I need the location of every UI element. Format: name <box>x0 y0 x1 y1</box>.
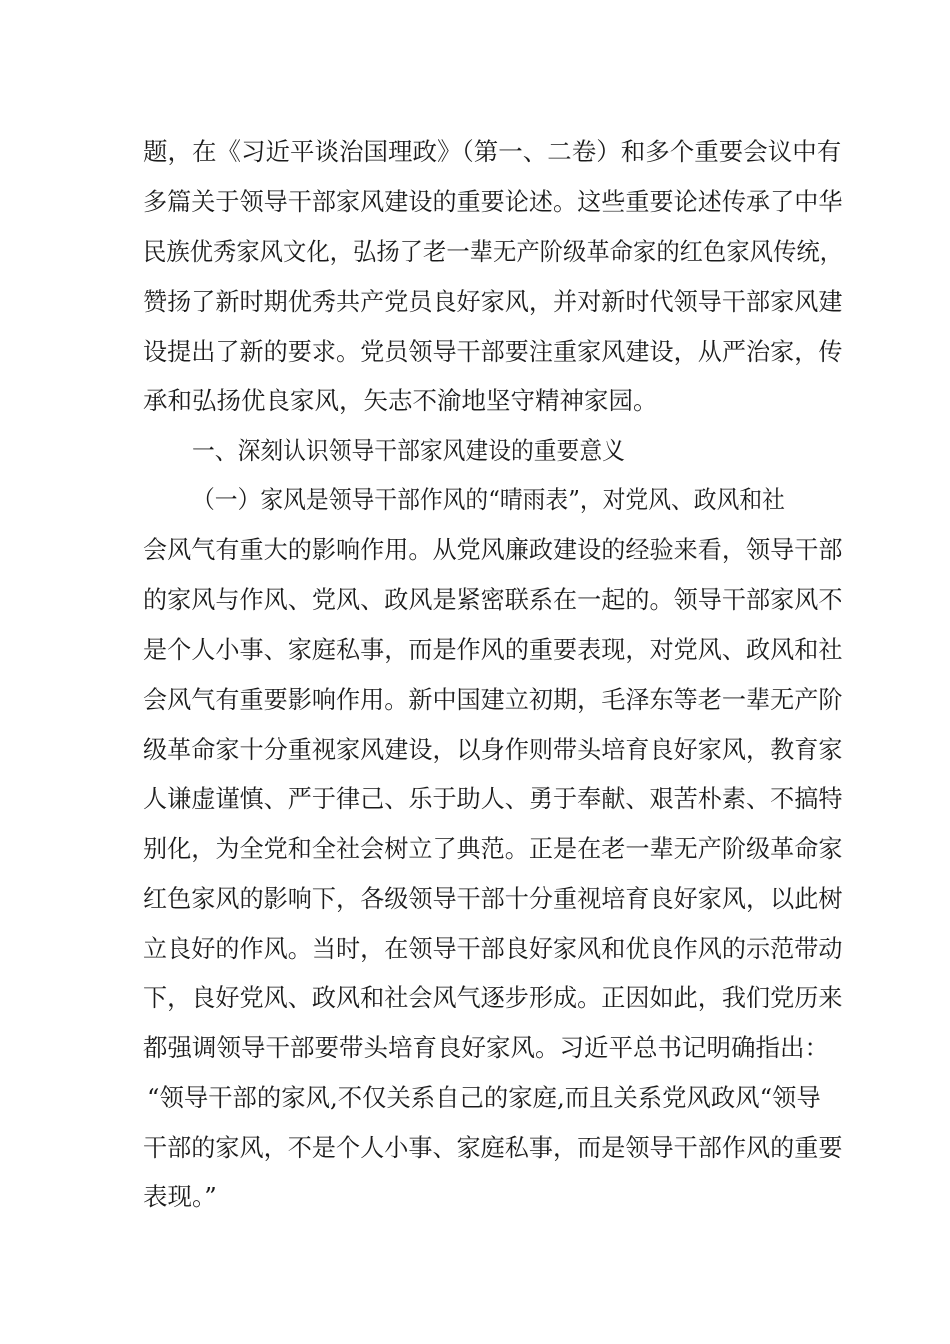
text-line: 赞扬了新时期优秀共产党员良好家风，并对新时代领导干部家风建 <box>143 287 843 316</box>
quote-line: “领导干部的家风,不仅关系自己的家庭,而且关系党风政风“领导 <box>147 1083 821 1112</box>
text-line: 多篇关于领导干部家风建设的重要论述。这些重要论述传承了中华 <box>143 187 843 216</box>
text-line: 是个人小事、家庭私事，而是作风的重要表现，对党风、政风和社 <box>143 635 843 664</box>
text-line: 人谦虚谨慎、严于律己、乐于助人、勇于奉献、艰苦朴素、不搞特 <box>143 784 843 813</box>
text-line: 表现。” <box>143 1182 217 1211</box>
text-line: 的家风与作风、党风、政风是紧密联系在一起的。领导干部家风不 <box>143 585 843 614</box>
subsection-heading-line: （一）家风是领导干部作风的“晴雨表”，对党风、政风和社 <box>192 485 785 514</box>
text-line: 会风气有重要影响作用。新中国建立初期，毛泽东等老一辈无产阶 <box>143 685 843 714</box>
text-line: 都强调领导干部要带头培育良好家风。习近平总书记明确指出： <box>143 1033 829 1062</box>
text-line: 别化，为全党和全社会树立了典范。正是在老一辈无产阶级革命家 <box>143 834 843 863</box>
text-line: 会风气有重大的影响作用。从党风廉政建设的经验来看，领导干部 <box>143 535 843 564</box>
text-line: 红色家风的影响下，各级领导干部十分重视培育良好家风，以此树 <box>143 884 843 913</box>
text-line: 级革命家十分重视家风建设，以身作则带头培育良好家风，教育家 <box>143 735 843 764</box>
section-heading: 一、深刻认识领导干部家风建设的重要意义 <box>192 436 625 465</box>
text-line: 干部的家风，不是个人小事、家庭私事，而是领导干部作风的重要 <box>143 1133 843 1162</box>
text-line: 承和弘扬优良家风，矢志不渝地坚守精神家园。 <box>143 386 658 415</box>
text-line: 题，在《习近平谈治国理政》（第一、二卷）和多个重要会议中有 <box>143 137 842 166</box>
text-line: 下，良好党风、政风和社会风气逐步形成。正因如此，我们党历来 <box>143 983 843 1012</box>
text-line: 民族优秀家风文化，弘扬了老一辈无产阶级革命家的红色家风传统， <box>143 237 844 266</box>
text-line: 立良好的作风。当时，在领导干部良好家风和优良作风的示范带动 <box>143 934 843 963</box>
text-line: 设提出了新的要求。党员领导干部要注重家风建设，从严治家，传 <box>143 337 843 366</box>
